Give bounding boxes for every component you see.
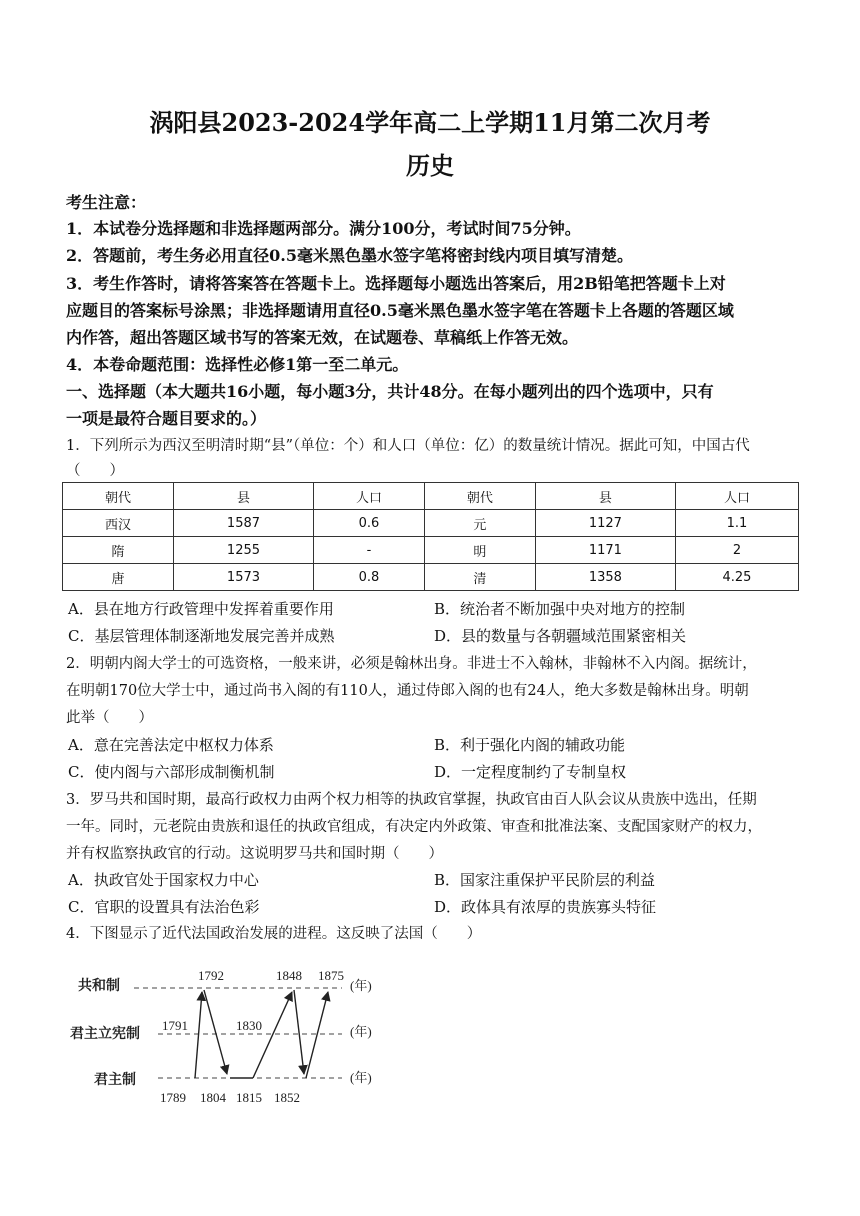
transition-arrow [294,990,304,1074]
q1-option-b: B．统治者不断加强中央对地方的控制 [434,600,686,618]
section-heading: 一、选择题（本大题共16小题，每小题3分，共计48分。在每小题列出的四个选项中，只有 [66,382,714,401]
transition-arrow [204,990,227,1074]
table-cell: 明 [424,537,535,564]
table-cell: 1.1 [675,510,798,537]
table-cell: 1255 [173,537,313,564]
table-cell: 清 [424,564,535,591]
q1-stem: 1．下列所示为西汉至明清时期“县”（单位：个）和人口（单位：亿）的数量统计情况。据此可知，中国古代 [66,438,750,454]
notes-heading: 考生注意： [66,193,147,212]
q3-stem-cont: 一年。同时，元老院由贵族和退任的执政官组成，有决定内外政策、审查和批准法案、支配国家财产的权力， [66,819,762,835]
q4-stem: 4．下图显示了近代法国政治发展的进程。这反映了法国（ ） [66,926,482,942]
transition-arrow [306,992,328,1078]
subject-title: 历史 [406,151,454,180]
table-cell: - [313,537,424,564]
q2-stem-cont: 此举（ ） [66,710,153,726]
note-line: 1．本试卷分选择题和非选择题两部分。满分100分，考试时间75分钟。 [66,219,581,238]
table-header-cell: 人口 [313,483,424,510]
q3-option-d: D．政体具有浓厚的贵族寡头特征 [434,898,657,916]
note-line: 4．本卷命题范围：选择性必修1第一至二单元。 [66,355,409,374]
q2-option-c: C．使内阁与六部形成制衡机制 [68,763,275,781]
table-cell: 1573 [173,564,313,591]
table-cell: 1171 [535,537,675,564]
table-cell: 1127 [535,510,675,537]
q4-diagram [70,960,390,1110]
year-label: 1791 [162,1018,188,1033]
q2-stem: 2．明朝内阁大学士的可选资格，一般来讲，必须是翰林出身。非进士不入翰林，非翰林不入内阁。据统计， [66,656,757,672]
table-cell: 2 [675,537,798,564]
year-label: 1804 [200,1090,226,1105]
q2-option-d: D．一定程度制约了专制皇权 [434,763,627,781]
table-cell: 元 [424,510,535,537]
table-cell: 0.8 [313,564,424,591]
year-label: 1789 [160,1090,186,1105]
q3-option-c: C．官职的设置具有法治色彩 [68,898,260,916]
table-cell: 1587 [173,510,313,537]
year-label: 1815 [236,1090,262,1105]
year-label: 1875 [318,968,344,983]
q1-option-a: A．县在地方行政管理中发挥着重要作用 [68,600,334,618]
year-label: 1792 [198,968,224,983]
table-cell: 1358 [535,564,675,591]
q1-stem-cont: （ ） [66,463,124,479]
exam-title: 涡阳县2023-2024学年高二上学期11月第二次月考 [149,108,711,137]
q1-table [62,482,799,591]
note-line: 内作答，超出答题区域书写的答案无效，在试题卷、草稿纸上作答无效。 [66,328,579,347]
q2-option-b: B．利于强化内阁的辅政功能 [434,736,626,754]
q2-option-a: A．意在完善法定中枢权力体系 [68,736,274,754]
level-label-republic: 共和制 [78,979,120,994]
level-label-monarchy: 君主制 [94,1073,136,1088]
level-label-constitutional: 君主立宪制 [70,1027,140,1042]
table-row [63,564,799,591]
table-header-cell: 朝代 [63,483,174,510]
table-header-cell: 县 [173,483,313,510]
note-line: 2．答题前，考生务必用直径0.5毫米黑色墨水签字笔将密封线内项目填写清楚。 [66,246,633,265]
transition-arrow [253,992,292,1078]
table-cell: 唐 [63,564,174,591]
q1-option-c: C．基层管理体制逐渐地发展完善并成熟 [68,627,335,645]
q3-stem-cont: 并有权监察执政官的行动。这说明罗马共和国时期（ ） [66,846,443,862]
table-header-cell: 人口 [675,483,798,510]
table-cell: 0.6 [313,510,424,537]
table-row [63,537,799,564]
q3-option-b: B．国家注重保护平民阶层的利益 [434,871,656,889]
table-header-cell: 朝代 [424,483,535,510]
table-cell: 4.25 [675,564,798,591]
q1-option-d: D．县的数量与各朝疆域范围紧密相关 [434,627,687,645]
table-cell: 隋 [63,537,174,564]
year-label: 1830 [236,1018,262,1033]
q3-stem: 3．罗马共和国时期，最高行政权力由两个权力相等的执政官掌握，执政官由百人队会议从贵族中选出，任期 [66,792,757,808]
transition-arrow [195,992,202,1078]
unit-label: (年) [350,978,372,993]
q2-stem-cont: 在明朝170位大学士中，通过尚书入阁的有110人，通过侍郎入阁的也有24人，绝大多数是翰林出身。明朝 [66,683,749,699]
table-cell: 西汉 [63,510,174,537]
table-header-cell: 县 [535,483,675,510]
q3-option-a: A．执政官处于国家权力中心 [68,871,259,889]
unit-label: (年) [350,1024,372,1039]
section-heading-cont: 一项是最符合题目要求的。） [66,409,267,428]
year-label: 1852 [274,1090,300,1105]
year-label: 1848 [276,968,302,983]
note-line: 3．考生作答时，请将答案答在答题卡上。选择题每小题选出答案后，用2B铅笔把答题卡上对 [66,274,726,293]
note-line: 应题目的答案标号涂黑；非选择题请用直径0.5毫米黑色墨水签字笔在答题卡上各题的答题区域 [66,301,734,320]
unit-label: (年) [350,1070,372,1085]
table-row [63,510,799,537]
table-header-row [63,483,799,510]
